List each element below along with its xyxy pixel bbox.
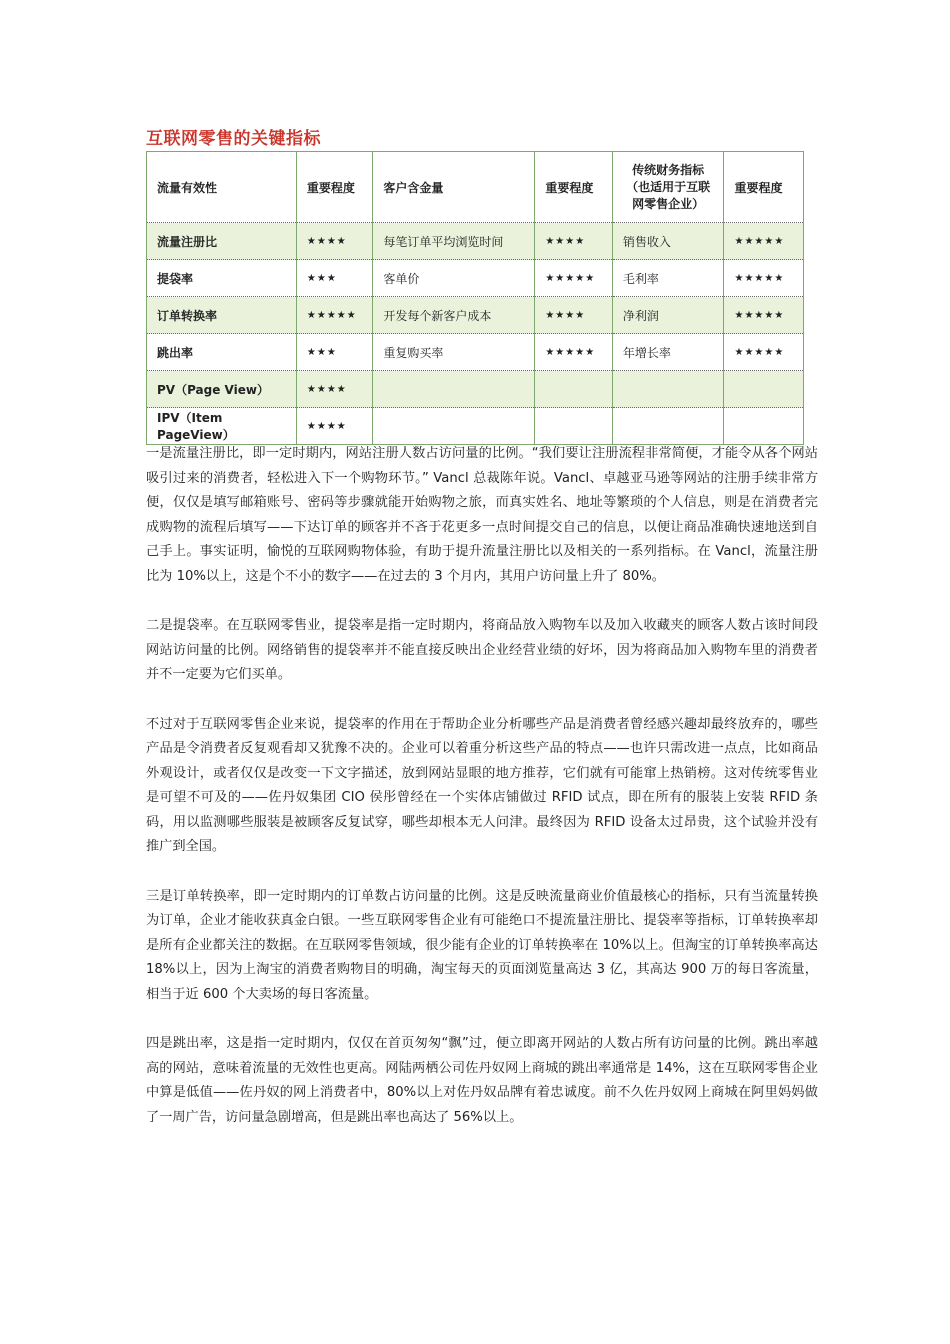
empty-cell (612, 408, 724, 445)
article-body (146, 442, 818, 1155)
metric-name: 开发每个新客户成本 (373, 297, 535, 334)
empty-cell (373, 408, 535, 445)
empty-cell (724, 371, 804, 408)
header-financial-metrics: 传统财务指标（也适用于互联网零售企业） (612, 152, 724, 223)
rating-stars: ★★★★★ (724, 297, 804, 334)
metric-name: 提袋率 (147, 260, 297, 297)
metric-name: 跳出率 (147, 334, 297, 371)
rating-stars: ★★★★★ (296, 297, 372, 334)
rating-stars: ★★★★★ (724, 260, 804, 297)
metric-name: PV（Page View） (147, 371, 297, 408)
header-customer-value: 客户含金量 (373, 152, 535, 223)
metric-name: 净利润 (612, 297, 724, 334)
table-row (147, 223, 804, 260)
rating-stars: ★★★ (296, 260, 372, 297)
header-importance: 重要程度 (535, 152, 612, 223)
rating-stars: ★★★★★ (535, 334, 612, 371)
rating-stars: ★★★★ (296, 223, 372, 260)
paragraph-order-conversion: 三是订单转换率，即一定时期内的订单数占访问量的比例。这是反映流量商业价值最核心的指标，只有当流量转换为订单，企业才能收获真金白银。一些互联网零售企业有可能绝口不提流量注册比、提袋率等指标，订单转换率却是所有企业都关注的数据。在互联网零售领域，很少能有企业的订单转换率在 10%以上。但淘宝的订单转换率高达 18%以上，因为上淘宝的消费者购物目的明确，淘宝每天的页面浏览量高达 3 亿，其高达 900 万的每日客流量，相当于近 600 个大卖场的每日客流量。 (146, 888, 818, 1002)
paragraph-bag-rate: 二是提袋率。在互联网零售业，提袋率是指一定时期内，将商品放入购物车以及加入收藏夹的顾客人数占该时间段网站访问量的比例。网络销售的提袋率并不能直接反映出企业经营业绩的好坏，因为将商品加入购物车里的消费者并不一定要为它们买单。 (146, 618, 818, 682)
paragraph-registration-ratio: 一是流量注册比，即一定时期内，网站注册人数占访问量的比例。“我们要让注册流程非常简便，才能令从各个网站吸引过来的消费者，轻松进入下一个购物环节。” Vancl 总裁陈年说。Vancl、卓越亚马逊等网站的注册手续非常方便，仅仅是填写邮箱账号、密码等步骤就能开始购物之旅，而真实姓名、地址等繁琐的个人信息，则是在消费者完成购物的流程后填写——下达订单的顾客并不吝于花更多一点时间提交自己的信息，以便让商品准确快速地送到自己手上。事实证明，愉悦的互联网购物体验，有助于提升流量注册比以及相关的一系列指标。在 Vancl，流量注册比为 10%以上，这是个不小的数字——在过去的 3 个月内，其用户访问量上升了 80%。 (146, 446, 818, 584)
rating-stars: ★★★★ (535, 297, 612, 334)
metric-name: 每笔订单平均浏览时间 (373, 223, 535, 260)
kpi-table (146, 151, 804, 445)
header-importance: 重要程度 (724, 152, 804, 223)
rating-stars: ★★★★ (535, 223, 612, 260)
table-row (147, 408, 804, 445)
table-title: 互联网零售的关键指标 (146, 129, 321, 149)
empty-cell (612, 371, 724, 408)
table-row (147, 297, 804, 334)
header-traffic-effectiveness: 流量有效性 (147, 152, 297, 223)
metric-name: 订单转换率 (147, 297, 297, 334)
metric-name: 毛利率 (612, 260, 724, 297)
metric-name: 客单价 (373, 260, 535, 297)
rating-stars: ★★★★★ (724, 334, 804, 371)
empty-cell (535, 408, 612, 445)
table-row (147, 260, 804, 297)
rating-stars: ★★★ (296, 334, 372, 371)
metric-name: 重复购买率 (373, 334, 535, 371)
rating-stars: ★★★★★ (535, 260, 612, 297)
metric-name: 年增长率 (612, 334, 724, 371)
metric-name: 销售收入 (612, 223, 724, 260)
metric-name: IPV（Item PageView） (147, 408, 297, 445)
rating-stars: ★★★★ (296, 371, 372, 408)
metric-name: 流量注册比 (147, 223, 297, 260)
rating-stars: ★★★★ (296, 408, 372, 445)
rating-stars: ★★★★★ (724, 223, 804, 260)
table-row (147, 371, 804, 408)
header-importance: 重要程度 (296, 152, 372, 223)
empty-cell (373, 371, 535, 408)
paragraph-bounce-rate: 四是跳出率，这是指一定时期内，仅仅在首页匆匆“飘”过，便立即离开网站的人数占所有访问量的比例。跳出率越高的网站，意味着流量的无效性也更高。网陆两栖公司佐丹奴网上商城的跳出率通常是 14%，这在互联网零售企业中算是低值——佐丹奴的网上消费者中，80%以上对佐丹奴品牌有着忠诚度。前不久佐丹奴网上商城在阿里妈妈做了一周广告，访问量急剧增高，但是跳出率也高达了 56%以上。 (146, 1036, 818, 1125)
table-row (147, 334, 804, 371)
empty-cell (724, 408, 804, 445)
paragraph-bag-rate-analysis: 不过对于互联网零售企业来说，提袋率的作用在于帮助企业分析哪些产品是消费者曾经感兴趣却最终放弃的，哪些产品是令消费者反复观看却又犹豫不决的。企业可以着重分析这些产品的特点——也许只需改进一点点，比如商品外观设计，或者仅仅是改变一下文字描述，放到网站显眼的地方推荐，它们就有可能窜上热销榜。这对传统零售业是可望不可及的——佐丹奴集团 CIO 侯彤曾经在一个实体店铺做过 RFID 试点，即在所有的服装上安装 RFID 条码，用以监测哪些服装是被顾客反复试穿，哪些却根本无人问津。最终因为 RFID 设备太过昂贵，这个试验并没有推广到全国。 (146, 716, 818, 854)
empty-cell (535, 371, 612, 408)
table-header-row (147, 152, 804, 223)
